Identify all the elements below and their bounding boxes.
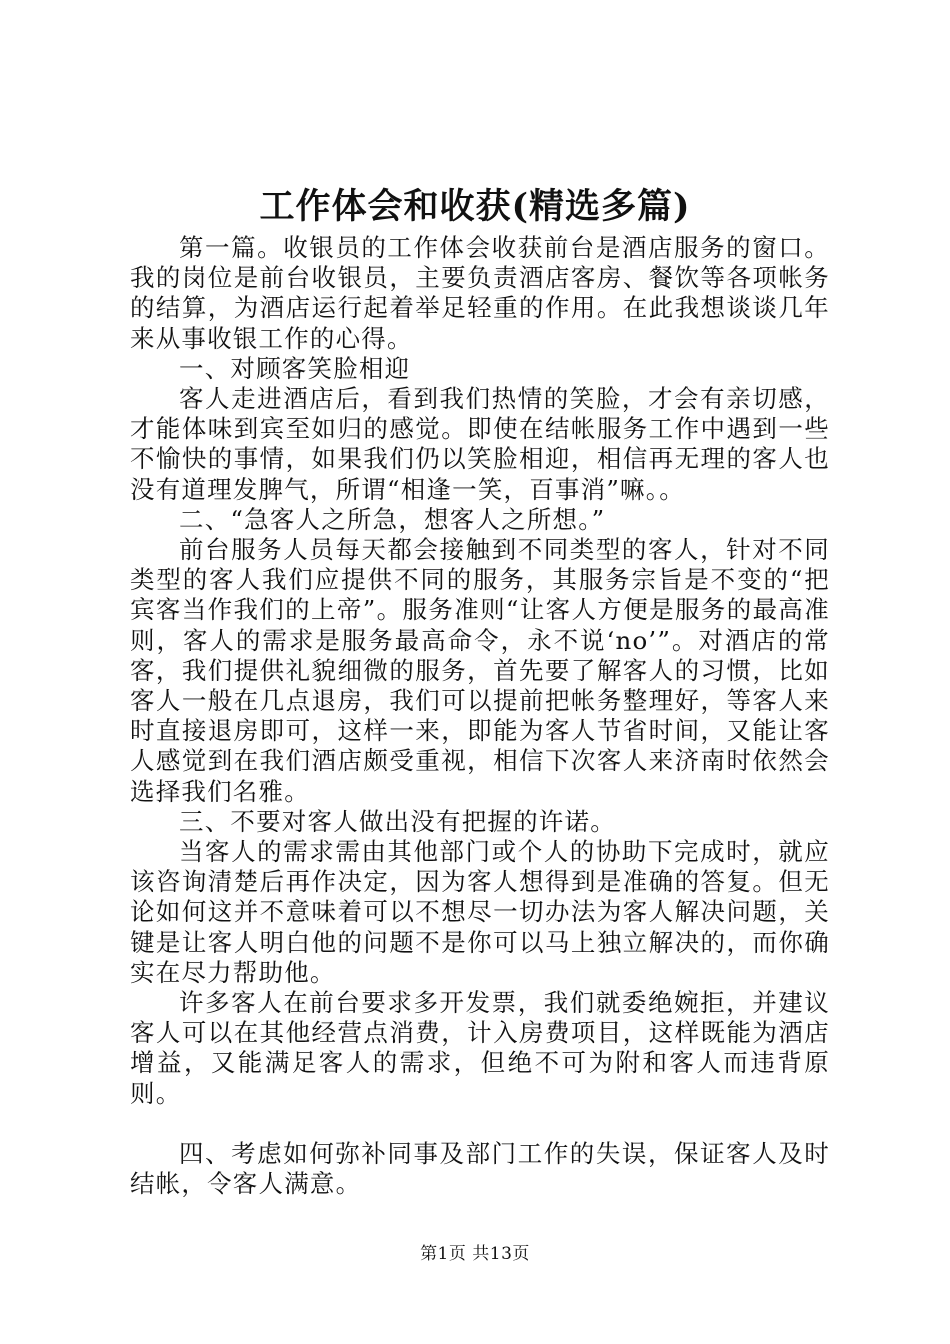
paragraph-service: 前台服务人员每天都会接触到不同类型的客人，针对不同类型的客人我们应提供不同的服务，其服务宗旨是不变的“把宾客当作我们的上帝”。服务准则“让客人方便是服务的最高准则，客人的需求是服务最高命令，永不说‘no’”。对酒店的常客，我们提供礼貌细微的服务，首先要了解客人的习惯，比如客人一般在几点退房，我们可以提前把帐务整理好，等客人来时直接退房即可，这样一来，即能为客人节省时间，又能让客人感觉到在我们酒店颇受重视，相信下次客人来济南时依然会选择我们名雅。 [130, 535, 830, 806]
paragraph-smile: 客人走进酒店后，看到我们热情的笑脸，才会有亲切感，才能体味到宾至如归的感觉。即使在结帐服务工作中遇到一些不愉快的事情，如果我们仍以笑脸相迎，相信再无理的客人也没有道理发脾气，所谓“相逢一笑，百事消”嘛。。 [130, 384, 830, 504]
document-title: 工作体会和收获(精选多篇) [259, 186, 691, 227]
section-heading-1: 一、对顾客笑脸相迎 [179, 353, 411, 383]
paragraph-invoices: 许多客人在前台要求多开发票，我们就委绝婉拒，并建议客人可以在其他经营点消费，计入房费项目，这样既能为酒店增益，又能满足客人的需求，但绝不可为附和客人而违背原则。 [130, 988, 830, 1108]
section-heading-4: 四、考虑如何弥补同事及部门工作的失误，保证客人及时结帐，令客人满意。 [130, 1138, 830, 1199]
paragraph-intro: 第一篇。收银员的工作体会收获前台是酒店服务的窗口。我的岗位是前台收银员，主要负责酒店客房、餐饮等各项帐务的结算，为酒店运行起着举足轻重的作用。在此我想谈谈几年来从事收银工作的心得。 [130, 233, 830, 353]
section-heading-3: 三、不要对客人做出没有把握的许诺。 [179, 806, 616, 836]
document-body [130, 233, 830, 1199]
page-number: 第1页 共13页 [420, 1244, 530, 1264]
section-heading-2: 二、“急客人之所急，想客人之所想。” [179, 504, 606, 534]
paragraph-promises: 当客人的需求需由其他部门或个人的协助下完成时，就应该咨询清楚后再作决定，因为客人想得到是准确的答复。但无论如何这并不意味着可以不想尽一切办法为客人解决问题，关键是让客人明白他的问题不是你可以马上独立解决的，而你确实在尽力帮助他。 [130, 837, 830, 987]
paragraph-spacer [130, 1109, 830, 1139]
